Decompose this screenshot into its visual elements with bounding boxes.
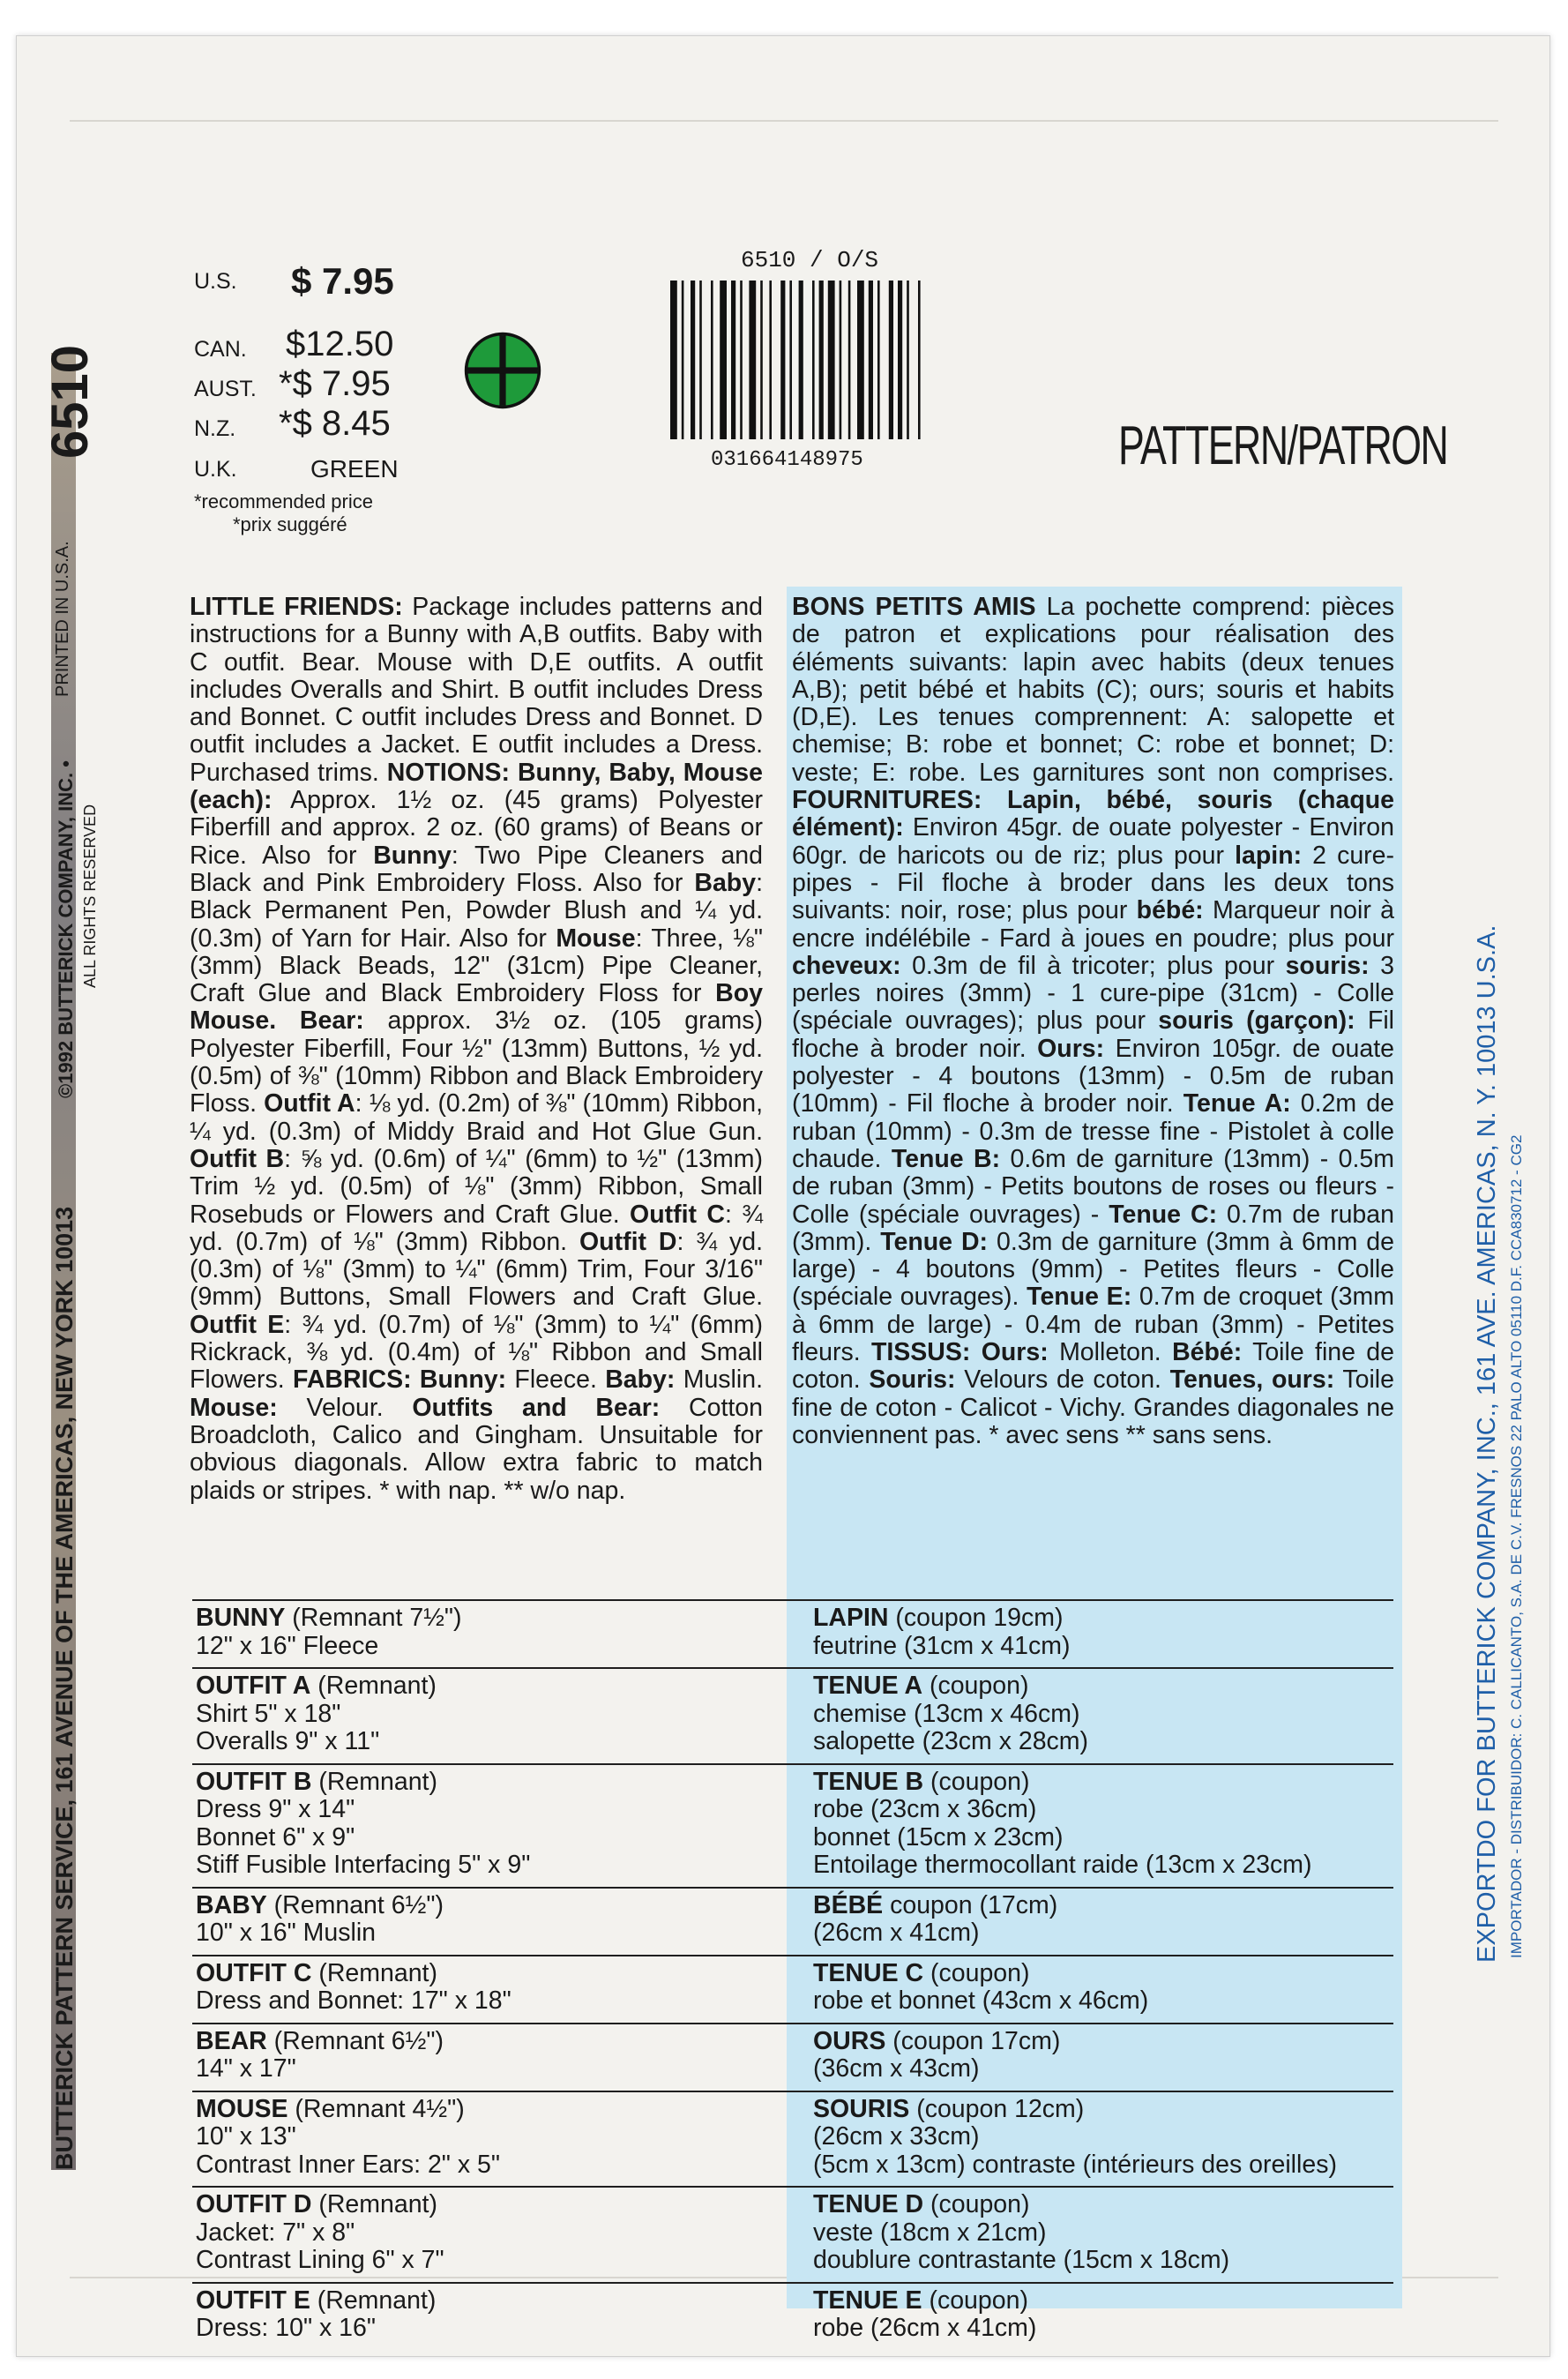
yardage-fr-heading-note: (coupon)	[922, 1672, 1029, 1700]
yardage-fr-line: salopette (23cm x 28cm)	[813, 1727, 1089, 1755]
desc-fr-bold-9: Tenue B:	[891, 1144, 1001, 1173]
price-us-value: $ 7.95	[291, 260, 394, 302]
exporter-line: EXPORTDO FOR BUTTERICK COMPANY, INC., 161 AVE. AMERICAS, N. Y. 10013 U.S.A.	[1473, 924, 1501, 1963]
desc-fr-bold-11: Tenue D:	[880, 1227, 989, 1256]
desc-fr-bold-2: lapin:	[1235, 841, 1303, 870]
desc-en-bold-14: Outfits and Bear:	[412, 1393, 661, 1422]
barcode-bar	[907, 281, 909, 439]
yardage-row	[192, 1955, 1393, 2023]
desc-en-bold-5: Boy Mouse. Bear:	[190, 979, 763, 1036]
desc-fr-text-7: Environ 105gr. de ouate polyester - 4 boutons (13mm) - 0.5m de ruban (10mm) - Fil floche à broder noir.	[792, 1034, 1394, 1118]
price-uk-label: U.K.	[194, 457, 237, 482]
yardage-en-heading: OUTFIT E	[196, 2285, 310, 2315]
yardage-en-line: Dress 9" x 14"	[196, 1795, 355, 1823]
desc-en-text-8: : ¾ yd. (0.7m) of ⅛" (3mm) Ribbon.	[190, 1200, 763, 1256]
barcode-bar	[720, 281, 727, 439]
desc-fr-bold-13: TISSUS: Ours:	[870, 1338, 1049, 1367]
yardage-en-line: Stiff Fusible Interfacing 5" x 9"	[196, 1851, 531, 1879]
barcode-bar	[869, 281, 873, 439]
yardage-en-line: Contrast Inner Ears: 2" x 5"	[196, 2150, 500, 2179]
yardage-en-heading-note: (Remnant 4½")	[287, 2094, 465, 2123]
yardage-en-heading: BEAR	[196, 2026, 267, 2055]
yardage-fr-cell	[813, 2287, 1036, 2343]
yardage-row	[192, 1667, 1393, 1763]
yardage-en-heading-note: (Remnant)	[311, 1767, 437, 1796]
desc-en-bold-2: Bunny	[373, 841, 452, 870]
yardage-fr-cell	[813, 1960, 1148, 2016]
yardage-fr-line: (26cm x 41cm)	[813, 1919, 980, 1947]
yardage-fr-line: feutrine (31cm x 41cm)	[813, 1631, 1071, 1660]
desc-en-bold-9: Outfit D	[579, 1227, 677, 1256]
flap-crease	[70, 120, 1498, 122]
desc-fr-bold-10: Tenue C:	[1109, 1200, 1218, 1229]
desc-fr-bold-4: cheveux:	[792, 951, 901, 980]
yardage-en-cell	[196, 2287, 436, 2343]
desc-en-text-9: : ¾ yd. (0.3m) of ⅛" (3mm) to ¼" (6mm) Trim, Four 3/16" (9mm) Buttons, Small Flowers and Craft Glue.	[190, 1227, 764, 1312]
yardage-en-line: 10" x 13"	[196, 2122, 296, 2151]
desc-en-bold-11: FABRICS: Bunny:	[293, 1365, 507, 1395]
desc-fr-text-12: 0.7m de croquet (3mm à 6mm de large) - 0.4m de ruban (3mm) - Petites fleurs.	[792, 1283, 1394, 1367]
desc-fr-bold-16: Tenues, ours:	[1169, 1365, 1335, 1395]
desc-en-bold-6: Outfit A	[264, 1089, 355, 1118]
yardage-row	[192, 2091, 1393, 2187]
copyright-line: ©1992 BUTTERICK COMPANY, INC. •	[55, 760, 77, 1098]
desc-en-bold-8: Outfit C	[630, 1200, 725, 1229]
yardage-fr-line: bonnet (15cm x 23cm)	[813, 1822, 1064, 1852]
desc-en-text-3: : Black Permanent Pen, Powder Blush and ¼ yd. (0.3m) of Yarn for Hair. Also for	[190, 868, 763, 953]
desc-en-text-2: : Two Pipe Cleaners and Black and Pink Embroidery Floss. Also for	[190, 841, 763, 897]
printed-in-usa: PRINTED IN U.S.A.	[53, 541, 72, 697]
desc-fr-bold-7: Ours:	[1037, 1034, 1105, 1063]
desc-en-text-12: Muslin.	[675, 1365, 763, 1395]
yardage-en-heading: OUTFIT D	[196, 2190, 312, 2218]
yardage-en-line: Overalls 9" x 11"	[196, 1727, 380, 1755]
yardage-row	[192, 2282, 1393, 2350]
yardage-fr-line: doublure contrastante (15cm x 18cm)	[813, 2246, 1230, 2274]
yardage-fr-heading-note: (coupon 19cm)	[888, 1604, 1064, 1632]
yardage-en-heading: OUTFIT C	[196, 1958, 312, 1987]
desc-en-text-11: Fleece.	[506, 1365, 606, 1395]
yardage-fr-heading-note: (coupon)	[923, 1767, 1030, 1796]
yardage-table	[192, 1599, 1393, 2350]
desc-en-text-5: approx. 3½ oz. (105 grams) Polyester Fiberfill, Four ½" (13mm) Buttons, ½ yd. (0.5m) of ⅜" (10mm) Ribbon and Black Embroidery Floss.	[190, 1006, 763, 1118]
yardage-fr-heading-note: (coupon)	[922, 2285, 1028, 2315]
price-nz-label: N.Z.	[194, 416, 236, 441]
yardage-en-line: 10" x 16" Muslin	[196, 1919, 376, 1947]
yardage-row	[192, 1763, 1393, 1887]
desc-en-text-13: Velour.	[277, 1393, 413, 1422]
desc-fr-bold-1: FOURNITURES: Lapin, bébé, souris (chaque élément):	[792, 786, 1394, 842]
desc-en-text-6: : ⅛ yd. (0.2m) of ⅜" (10mm) Ribbon, ¼ yd. (0.3m) of Middy Braid and Hot Glue Gun.	[190, 1089, 763, 1146]
desc-fr-text-8: 0.2m de ruban (10mm) - 0.3m de tresse fine - Pistolet à colle chaude.	[792, 1089, 1394, 1173]
green-cross-logo-icon	[463, 331, 542, 410]
yardage-en-heading-note: (Remnant)	[310, 1672, 437, 1700]
yardage-fr-heading: TENUE B	[813, 1767, 924, 1796]
barcode-bar	[699, 281, 702, 439]
desc-en-bold-7: Outfit B	[190, 1144, 285, 1173]
yardage-en-heading-note: (Remnant 6½")	[266, 1890, 444, 1919]
yardage-en-cell	[196, 2191, 444, 2275]
yardage-en-cell	[196, 2096, 500, 2180]
barcode-bar	[711, 281, 713, 439]
desc-fr-text-11: 0.3m de garniture (3mm à 6mm de large) - 4 boutons (9mm) - Petites fleurs - Colle (spéciale ouvrages).	[792, 1227, 1394, 1312]
desc-fr-text-5: 3 perles noires (3mm) - 1 cure-pipe (31cm) - Colle (spéciale ouvrages); plus pour	[792, 951, 1394, 1036]
desc-en-text-1: Approx. 1½ oz. (45 grams) Polyester Fiberfill and approx. 2 oz. (60 grams) of Beans or Rice. Also for	[190, 786, 763, 870]
yardage-fr-heading: TENUE A	[813, 1672, 923, 1700]
yardage-row	[192, 2023, 1393, 2091]
yardage-en-cell	[196, 1960, 511, 2016]
yardage-fr-cell	[813, 2096, 1337, 2180]
yardage-fr-heading: BÉBÉ	[813, 1890, 884, 1919]
yardage-en-line: 14" x 17"	[196, 2054, 296, 2083]
barcode-bar	[682, 281, 684, 439]
yardage-fr-heading: SOURIS	[813, 2094, 910, 2123]
barcode-top-text: 6510 / O/S	[741, 247, 879, 273]
desc-fr-text-9: 0.6m de garniture (13mm) - 0.5m de ruban (3mm) - Petits boutons de roses ou fleurs - Colle (spéciale ouvrages) -	[792, 1144, 1394, 1229]
desc-en-bold-1: NOTIONS: Bunny, Baby, Mouse (each):	[190, 758, 763, 815]
barcode-bar	[828, 281, 835, 439]
barcode-bar	[889, 281, 893, 439]
yardage-fr-heading: TENUE C	[813, 1958, 924, 1987]
desc-en-bold-0: LITTLE FRIENDS:	[190, 593, 403, 621]
yardage-en-cell	[196, 1892, 444, 1948]
barcode-bar	[840, 281, 842, 439]
desc-en-text-10: : ¾ yd. (0.7m) of ⅛" (3mm) to ¼" (6mm) Rickrack, ⅜ yd. (0.4m) of ⅛" Ribbon and Small Flowers.	[190, 1310, 763, 1395]
yardage-en-line: Jacket: 7" x 8"	[196, 2218, 355, 2247]
desc-fr-bold-5: souris:	[1285, 951, 1370, 980]
barcode-bar	[799, 281, 803, 439]
desc-fr-bold-12: Tenue E:	[1027, 1283, 1132, 1312]
yardage-fr-line: (5cm x 13cm) contraste (intérieurs des oreilles)	[813, 2150, 1337, 2179]
yardage-fr-heading: OURS	[813, 2026, 886, 2055]
barcode-bar	[731, 281, 735, 439]
description-french	[792, 594, 1394, 1449]
yardage-en-heading: OUTFIT A	[196, 1672, 311, 1700]
desc-fr-text-4: 0.3m de fil à tricoter; plus pour	[900, 951, 1286, 980]
desc-en-text-7: : ⅝ yd. (0.6m) of ¼" (6mm) to ½" (13mm) Trim ½ yd. (0.5m) of ⅛" (3mm) Ribbon, Small Rosebuds or Flowers and Craft Glue.	[190, 1144, 763, 1229]
yardage-en-line: Contrast Lining 6" x 7"	[196, 2246, 444, 2274]
desc-fr-text-2: 2 cure-pipes - Fil floche à broder dans les deux tons suivants: noir, rose; plus pour	[792, 841, 1394, 925]
desc-en-bold-13: Mouse:	[190, 1393, 278, 1422]
barcode-bar	[789, 281, 792, 439]
desc-fr-bold-3: bébé:	[1136, 896, 1204, 925]
yardage-en-heading: BABY	[196, 1890, 267, 1919]
desc-fr-bold-8: Tenue A:	[1183, 1089, 1291, 1118]
yardage-en-cell	[196, 2028, 444, 2083]
price-can-value: $12.50	[286, 325, 394, 363]
barcode-bar	[857, 281, 864, 439]
yardage-fr-line: robe (23cm x 36cm)	[813, 1795, 1037, 1823]
yardage-en-cell	[196, 1672, 437, 1756]
yardage-fr-heading-note: (coupon 12cm)	[909, 2094, 1085, 2123]
desc-en-bold-12: Baby:	[605, 1365, 676, 1395]
desc-fr-bold-14: Bébé:	[1172, 1338, 1243, 1367]
price-uk-value: GREEN	[310, 455, 399, 483]
yardage-fr-heading: TENUE D	[813, 2190, 924, 2218]
price-us-label: U.S.	[194, 269, 237, 294]
page-title: PATTERN/PATRON	[1118, 415, 1448, 476]
desc-fr-text-13: Molleton.	[1048, 1338, 1173, 1367]
desc-en-text-4: : Three, ⅛" (3mm) Black Beads, 12" (31cm) Pipe Cleaner, Craft Glue and Black Embroidery Floss for	[190, 924, 763, 1008]
yardage-en-line: Shirt 5" x 18"	[196, 1699, 341, 1728]
yardage-en-heading-note: (Remnant)	[311, 1958, 437, 1987]
yardage-fr-heading-note: (coupon)	[923, 1958, 1030, 1987]
yardage-fr-line: (26cm x 33cm)	[813, 2122, 980, 2151]
yardage-en-line: Dress: 10" x 16"	[196, 2314, 376, 2342]
barcode-bar	[760, 281, 763, 439]
yardage-fr-cell	[813, 2028, 1060, 2083]
barcode-bar	[740, 281, 743, 439]
yardage-fr-heading-note: (coupon)	[923, 2190, 1030, 2218]
yardage-en-heading-note: (Remnant 6½")	[266, 2026, 444, 2055]
desc-fr-text-16: Toile fine de coton - Calicot - Vichy. Grandes diagonales ne conviennent pas. * avec sens ** sans sens.	[792, 1365, 1394, 1449]
yardage-en-heading: BUNNY	[196, 1604, 286, 1632]
yardage-fr-line: robe et bonnet (43cm x 46cm)	[813, 1986, 1149, 2015]
yardage-en-heading-note: (Remnant 7½")	[285, 1604, 462, 1632]
desc-en-bold-4: Mouse	[556, 924, 636, 953]
yardage-en-heading: MOUSE	[196, 2094, 288, 2123]
yardage-en-heading-note: (Remnant)	[310, 2285, 437, 2315]
yardage-en-line: Bonnet 6" x 9"	[196, 1822, 355, 1852]
desc-fr-bold-15: Souris:	[869, 1365, 956, 1395]
desc-fr-text-14: Toile fine de coton.	[792, 1338, 1395, 1395]
yardage-fr-cell	[813, 1892, 1057, 1948]
yardage-en-line: 12" x 16" Fleece	[196, 1631, 379, 1660]
price-aust-value: *$ 7.95	[279, 364, 391, 403]
barcode-bar	[898, 281, 902, 439]
desc-fr-text-6: Fil floche à broder noir.	[792, 1006, 1394, 1063]
barcode-bar	[749, 281, 756, 439]
yardage-fr-line: Entoilage thermocollant raide (13cm x 23cm)	[813, 1851, 1312, 1879]
yardage-fr-line: robe (26cm x 41cm)	[813, 2314, 1037, 2342]
barcode-bar	[691, 281, 695, 439]
yardage-fr-heading: LAPIN	[813, 1604, 889, 1632]
yardage-fr-line: veste (18cm x 21cm)	[813, 2218, 1047, 2247]
yardage-en-cell	[196, 1605, 462, 1660]
barcode-icon	[667, 281, 971, 444]
barcode-bar	[670, 281, 677, 439]
yardage-fr-cell	[813, 1672, 1088, 1756]
desc-fr-text-15: Velours de coton.	[955, 1365, 1170, 1395]
price-can-label: CAN.	[194, 337, 247, 362]
rights-reserved: ALL RIGHTS RESERVED	[81, 804, 99, 988]
desc-fr-text-1: Environ 45gr. de ouate polyester - Environ 60gr. de haricots ou de riz; plus pour	[792, 813, 1394, 870]
description-english	[190, 594, 763, 1505]
barcode-bar	[819, 281, 824, 439]
yardage-en-heading: OUTFIT B	[196, 1767, 312, 1796]
barcode-bar	[812, 281, 815, 439]
desc-en-bold-10: Outfit E	[190, 1310, 285, 1339]
yardage-fr-line: chemise (13cm x 46cm)	[813, 1699, 1080, 1728]
barcode-bar	[848, 281, 851, 439]
desc-fr-text-0: La pochette comprend: pièces de patron et explications pour réalisation des éléments suivants: lapin avec habits (deux tenues A,B); petit bébé et habits (C); ours; souris et habits (D,E). Les tenues comprennent: A: salopette et chemise; B: robe et bonnet; C: robe et bonnet; D: veste; E: robe. Les garnitures sont non comprises.	[792, 593, 1395, 787]
importer-line: IMPORTADOR - DISTRIBUIDOR: C. CALLICANTO, S.A. DE C.V. FRESNOS 22 PALO ALTO 05110 D.F. CCA830712 - CG2	[1508, 1134, 1525, 1958]
desc-fr-text-3: Marqueur noir à encre indélébile - Fard à joues en poudre; plus pour	[792, 896, 1394, 953]
desc-fr-bold-0: BONS PETITS AMIS	[792, 593, 1036, 621]
desc-en-text-14: Cotton Broadcloth, Calico and Gingham. Unsuitable for obvious diagonals. Allow extra fabric to match plaids or stripes. * with nap. ** w/o nap.	[190, 1393, 764, 1505]
yardage-fr-heading: TENUE E	[813, 2285, 922, 2315]
yardage-row	[192, 2186, 1393, 2282]
barcode-bar	[769, 281, 772, 439]
price-aust-label: AUST.	[194, 377, 257, 401]
yardage-en-cell	[196, 1769, 530, 1880]
barcode-bar	[918, 281, 921, 439]
price-note-en: *recommended price	[194, 490, 373, 512]
yardage-en-heading-note: (Remnant)	[311, 2190, 437, 2218]
barcode-bar	[877, 281, 880, 439]
yardage-row	[192, 1887, 1393, 1955]
price-nz-value: *$ 8.45	[279, 404, 391, 443]
barcode-number: 031664148975	[711, 448, 863, 472]
yardage-fr-line: (36cm x 43cm)	[813, 2054, 980, 2083]
pattern-number-vertical: 6510	[41, 344, 99, 459]
yardage-fr-heading-note: (coupon 17cm)	[885, 2026, 1061, 2055]
barcode-bar	[780, 281, 785, 439]
desc-fr-bold-6: souris (garçon):	[1158, 1006, 1355, 1036]
desc-en-text-0: Package includes patterns and instructions for a Bunny with A,B outfits. Baby with C outfit. Bear. Mouse with D,E outfits. A outfit includes Overalls and Shirt. B outfit includes Dress and Bonnet. C outfit includes Dress and Bonnet. D outfit includes a Jacket. E outfit includes a Dress. Purchased trims.	[190, 593, 763, 787]
desc-en-bold-3: Baby	[694, 868, 757, 897]
yardage-fr-cell	[813, 1769, 1312, 1880]
desc-fr-text-10: 0.7m de ruban (3mm).	[792, 1200, 1394, 1256]
yardage-fr-cell	[813, 2191, 1229, 2275]
price-note-fr: *prix suggéré	[233, 513, 347, 535]
yardage-row	[192, 1599, 1393, 1667]
publisher-address: BUTTERICK PATTERN SERVICE, 161 AVENUE OF THE AMERICAS, NEW YORK 10013	[51, 1206, 78, 2170]
yardage-fr-cell	[813, 1605, 1070, 1660]
yardage-fr-heading-note: coupon (17cm)	[883, 1890, 1058, 1919]
yardage-en-line: Dress and Bonnet: 17" x 18"	[196, 1986, 511, 2015]
